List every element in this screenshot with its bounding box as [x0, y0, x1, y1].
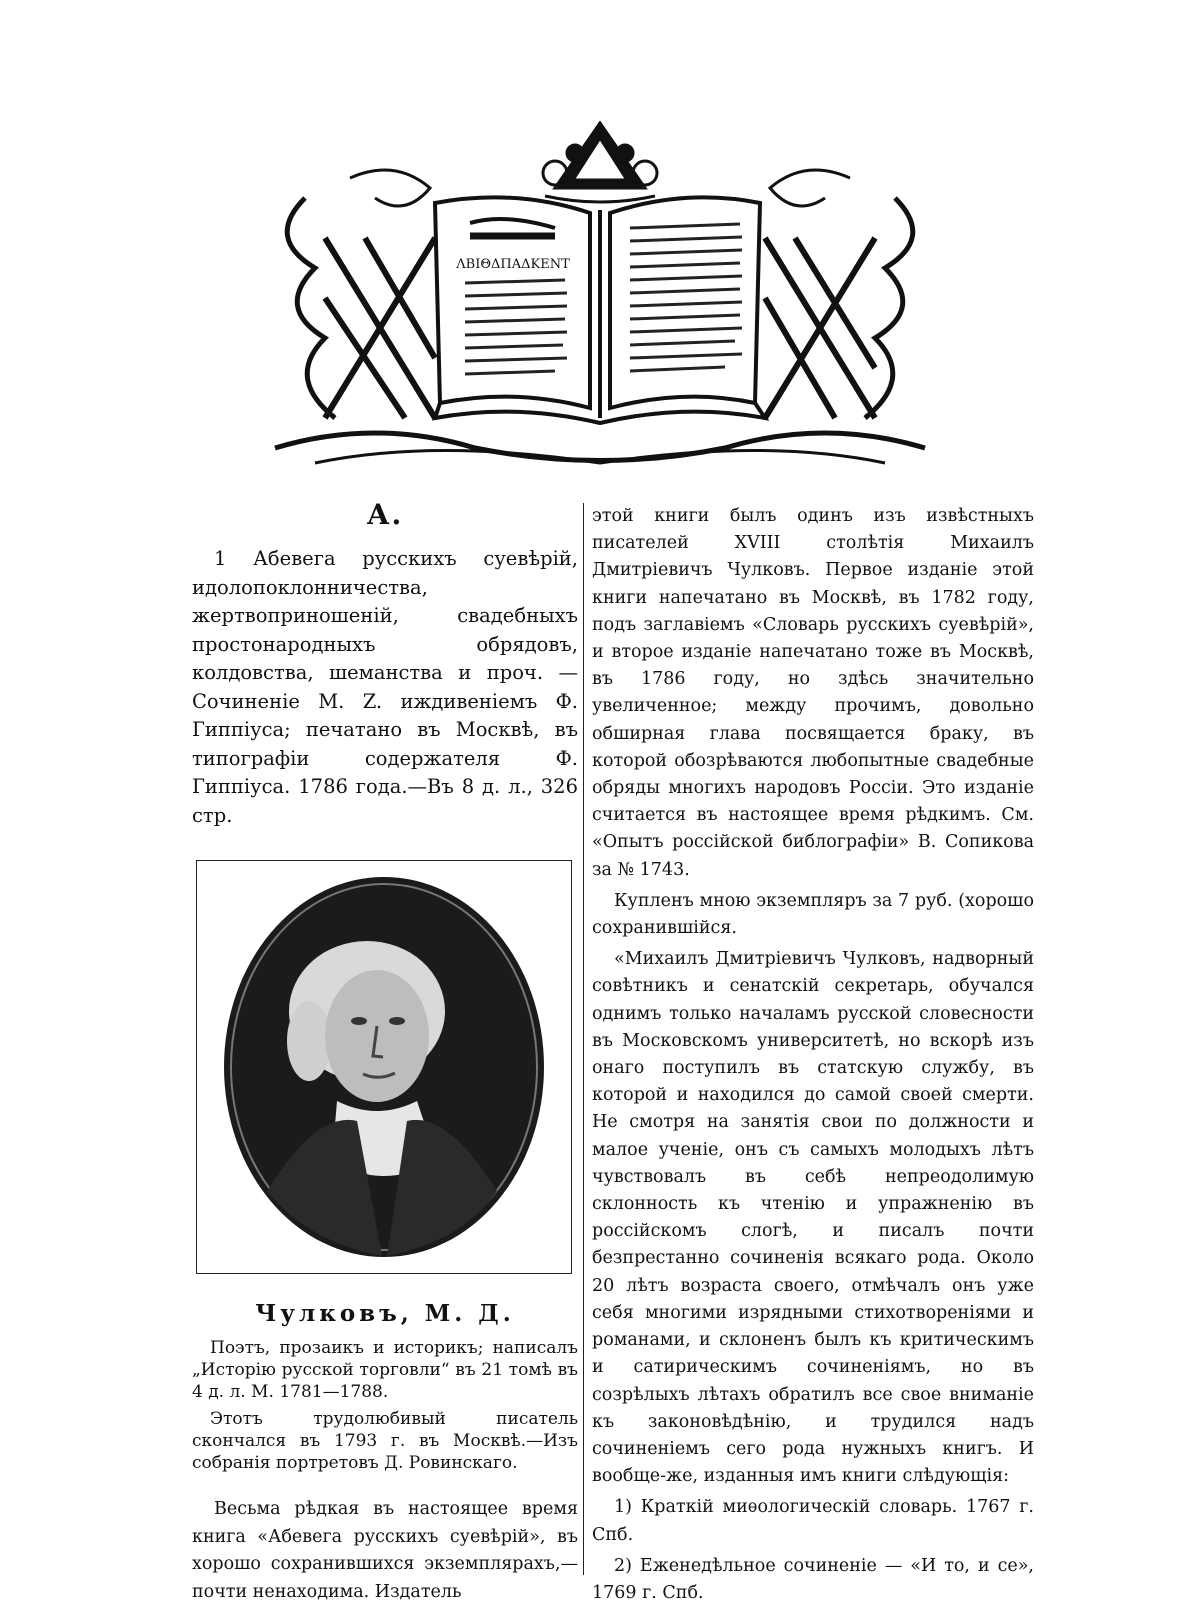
- left-column: [192, 498, 578, 1606]
- entry-text: Абевега русскихъ суевѣрій, идолопоклонничества, жертвоприношеній, свадебныхъ простонародныхъ обрядовъ, колдовства, шеманства и проч. — Сочиненіе М. Z. иждивеніемъ Ф. Гиппіуса; печатано въ Москвѣ, въ типографіи содержателя Ф. Гиппіуса. 1786 года.—Въ 8 д. л., 326 стр.: [192, 547, 578, 827]
- right-paragraph-1: этой книги былъ одинъ изъ извѣстныхъ писателей XVIII столѣтія Михаилъ Дмитріевичъ Чулковъ. Первое изданіе этой книги напечатано въ Москвѣ, въ 1782 году, подъ заглавіемъ «Словарь русскихъ суевѣрій», и второе изданіе напечатано тоже въ Москвѣ, въ 1786 году, но здѣсь значительно увеличенное; между прочимъ, довольно обширная глава посвящается браку, въ которой обозрѣваются любопытные свадебные обряды многихъ народовъ Россіи. Это изданіе считается въ настоящее время рѣдкимъ. См. «Опытъ россійской библографіи» В. Сопикова за № 1743.: [592, 506, 1034, 880]
- right-paragraph-2: Купленъ мною экземпляръ за 7 руб. (хорошо сохранившійся.: [592, 890, 1034, 939]
- catalog-entry: [192, 545, 578, 830]
- left-column-text: Весьма рѣдкая въ настоящее время книга «Абевега русскихъ суевѣрій», въ хорошо сохранившихся экземплярахъ,—почти ненаходима. Издатель: [192, 1499, 578, 1602]
- portrait-frame: [196, 860, 572, 1274]
- right-paragraph-3: «Михаилъ Дмитріевичъ Чулковъ, надворный совѣтникъ и сенатскій секретарь, обучался однимъ только началамъ русской словесности въ Московскомъ университетѣ, но вскорѣ изъ онаго поступилъ въ статскую службу, въ которой и находился до самой своей смерти. Не смотря на занятія свои по должности и малое ученіе, онъ съ самыхъ молодыхъ лѣтъ чувствовалъ въ себѣ непреодолимую склонность къ чтенію и упражненію въ россійскомъ слогѣ, и писалъ почти безпрестанно сочиненія всякаго рода. Около 20 лѣтъ возраста своего, отмѣчалъ онъ уже себя многими изрядными стихотвореніями и романами, и склоненъ былъ къ критическимъ и сатирическимъ сочиненіямъ, но въ созрѣлыхъ лѣтахъ обратилъ все свое вниманіе къ законовѣдѣнію, и трудился надъ сочиненіемъ сего рода нужныхъ книгъ. И вообще-же, изданныя имъ книги слѣдующія:: [592, 949, 1034, 1487]
- portrait-image: [197, 861, 571, 1273]
- section-letter: А.: [366, 498, 404, 531]
- book-page-heading: ΛΒΙΘΔΠΑΔΚΕΝΤ: [456, 257, 570, 272]
- entry-number: 1: [214, 547, 227, 570]
- book-list-item-2: 2) Еженедѣльное сочиненіе — «И то, и се», 1769 г. Спб.: [592, 1555, 1034, 1603]
- book-list-item-1: 1) Краткій миѳологическій словарь. 1767 г. Спб.: [592, 1497, 1034, 1545]
- column-divider: [583, 503, 584, 1575]
- portrait-caption: Чулковъ, М. Д.: [255, 1300, 515, 1327]
- portrait-bio-2: Этотъ трудолюбивый писатель скончался въ 1793 г. въ Москвѣ.—Изъ собранія портретовъ Д. Ровинскаго.: [192, 1409, 578, 1473]
- headpiece-ornament: [255, 118, 945, 480]
- right-column: [592, 503, 1034, 1607]
- portrait-bio-1: Поэтъ, прозаикъ и историкъ; написалъ „Исторію русской торговли“ въ 21 томѣ въ 4 д. л. М. 1781—1788.: [192, 1338, 578, 1402]
